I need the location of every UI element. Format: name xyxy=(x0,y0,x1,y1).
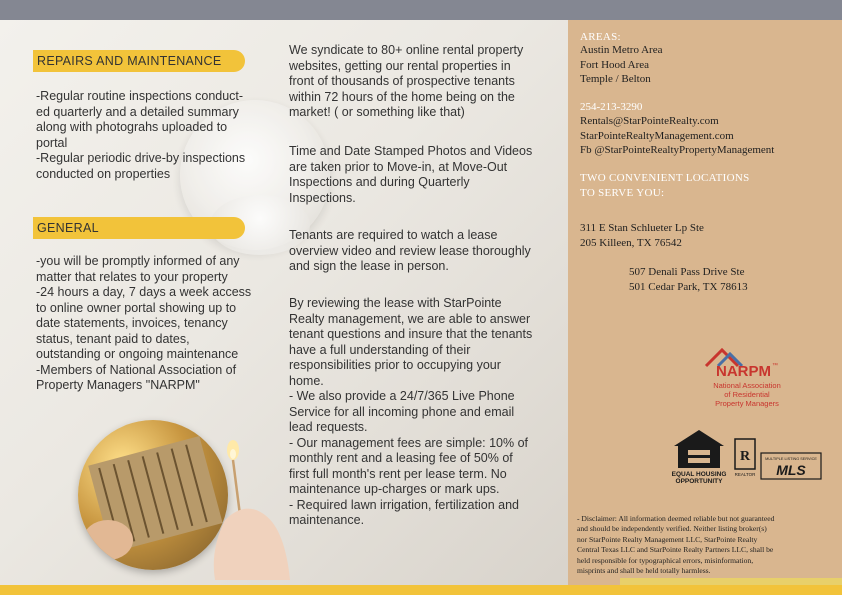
address-cedar-park xyxy=(629,265,748,294)
text-line: date statements, invoices, tenancy xyxy=(36,316,228,330)
text-line: along with photograhs uploaded to xyxy=(36,120,228,134)
equal-housing-logo xyxy=(668,428,730,486)
hand-with-match-image xyxy=(205,440,295,580)
repairs-heading: REPAIRS AND MAINTENANCE xyxy=(37,54,222,68)
text-line: Tenants are required to watch a lease xyxy=(289,228,498,242)
narpm-name: NARPM xyxy=(716,363,771,380)
general-heading: GENERAL xyxy=(37,221,99,235)
address-killeen xyxy=(580,221,704,250)
text-line: 501 Cedar Park, TX 78613 xyxy=(629,280,748,293)
top-bar xyxy=(0,0,842,20)
realtor-text: REALTOR xyxy=(734,472,756,477)
text-line: and sign the lease in person. xyxy=(289,259,449,273)
text-line: to online owner portal showing up to xyxy=(36,300,237,315)
narpm-sub-line: National Association xyxy=(713,381,781,390)
text-line: market! ( or something like that) xyxy=(289,105,465,119)
narpm-logo xyxy=(700,336,820,416)
eho-text-line: OPPORTUNITY xyxy=(675,478,723,485)
phone-number[interactable]: 254-213-3290 xyxy=(580,101,643,113)
general-heading-tag xyxy=(33,217,245,239)
text-line: maintenance up-charges or mark ups. xyxy=(289,482,500,496)
eho-text-line: EQUAL HOUSING xyxy=(671,471,727,478)
text-line: - Disclaimer: All information deemed reliable but not guaranteed xyxy=(577,514,775,523)
text-line: TWO CONVENIENT LOCATIONS xyxy=(580,172,750,184)
area-item: Austin Metro Area xyxy=(580,44,663,56)
lease-video-paragraph xyxy=(289,228,559,275)
text-line: Service for all incoming phone and email xyxy=(289,404,515,419)
text-line: By reviewing the lease with StarPointe xyxy=(289,296,502,310)
text-line: -Regular periodic drive-by inspections xyxy=(36,151,246,165)
text-line: Property Managers "NARPM" xyxy=(36,378,200,392)
text-line: status, tenant paid to dates, xyxy=(36,331,190,346)
text-line: Time and Date Stamped Photos and Videos xyxy=(289,144,533,158)
photos-paragraph xyxy=(289,144,559,206)
text-line: Inspections and during Quarterly xyxy=(289,175,470,189)
text-line: and should be independently verified. Neither listing broker(s) xyxy=(577,524,767,534)
text-line: overview video and review lease thoroughly xyxy=(289,243,531,258)
text-line: held responsible for typographical errors, misinformation, xyxy=(577,555,754,565)
contact-list xyxy=(580,114,774,158)
repairs-text xyxy=(36,89,276,182)
text-line: front of thousands of prospective tenants xyxy=(289,74,515,88)
text-line: misprints and shall be held totally harmless. xyxy=(577,566,711,576)
text-line: - Our management fees are simple: 10% of xyxy=(289,435,529,450)
text-line: monthly rent and a leasing fee of 50% of xyxy=(289,451,513,465)
text-line: 205 Killeen, TX 76542 xyxy=(580,236,682,249)
text-line: -24 hours a day, 7 days a week access xyxy=(36,285,252,299)
locations-heading xyxy=(580,171,750,200)
text-line: TO SERVE YOU: xyxy=(580,186,665,199)
text-line: - We also provide a 24/7/365 Live Phone xyxy=(289,389,515,403)
text-line: 311 E Stan Schlueter Lp Ste xyxy=(580,222,704,234)
text-line: within 72 hours of the home being on the xyxy=(289,89,515,104)
general-text xyxy=(36,254,276,394)
email-link[interactable]: Rentals@StarPointeRealty.com xyxy=(580,115,719,127)
area-item: Temple / Belton xyxy=(580,73,651,85)
text-line: are taken prior to Move-in, at Move-Out xyxy=(289,159,508,174)
text-line: lead requests. xyxy=(289,420,368,434)
lease-review-paragraph xyxy=(289,296,559,529)
svg-text:R: R xyxy=(739,449,751,464)
text-line: We syndicate to 80+ online rental property xyxy=(289,43,524,57)
area-item: Fort Hood Area xyxy=(580,58,650,71)
text-line: home. xyxy=(289,373,324,388)
narpm-tm: ™ xyxy=(772,363,778,369)
text-line: -Members of National Association of xyxy=(36,362,237,377)
text-line: - Required lawn irrigation, fertilization and xyxy=(289,497,519,512)
mls-subtitle: MULTIPLE LISTING SERVICE xyxy=(765,457,817,461)
areas-list xyxy=(580,43,662,87)
syndication-paragraph xyxy=(289,43,559,121)
bottom-bar xyxy=(0,585,842,595)
text-line: ed quarterly and a detailed summary xyxy=(36,104,239,119)
text-line: Realty management, we are able to answer xyxy=(289,311,531,326)
text-line: -Regular routine inspections conduct- xyxy=(36,89,244,103)
text-line: nor StarPointe Realty Management LLC, StarPointe Realty xyxy=(577,534,758,544)
mls-logo xyxy=(760,452,822,480)
text-line: have a full understanding of their xyxy=(289,342,471,357)
areas-heading: AREAS: xyxy=(580,31,621,43)
repairs-heading-tag xyxy=(33,50,245,72)
text-line: websites, getting our rental properties in xyxy=(289,58,511,73)
text-line: 507 Denali Pass Drive Ste xyxy=(629,266,745,278)
text-line: maintenance. xyxy=(289,513,365,527)
text-line: first full month's rent per lease term. No xyxy=(289,466,507,481)
website-link[interactable]: StarPointeRealtyManagement.com xyxy=(580,129,734,142)
narpm-sub-line: of Residential xyxy=(724,390,770,399)
realtor-logo xyxy=(734,438,756,478)
facebook-link[interactable]: Fb @StarPointeRealtyPropertyManagement xyxy=(580,144,775,156)
text-line: Central Texas LLC and StarPointe Realty Partners LLC, shall be xyxy=(577,545,774,555)
text-line: conducted on properties xyxy=(36,166,171,181)
text-line: -you will be promptly informed of any xyxy=(36,254,240,268)
mls-text: MLS xyxy=(776,462,806,478)
text-line: matter that relates to your property xyxy=(36,269,228,284)
disclaimer xyxy=(577,514,837,576)
text-line: Inspections. xyxy=(289,190,356,205)
text-line: outstanding or ongoing maintenance xyxy=(36,347,239,361)
text-line: tenant questions and insure that the tenants xyxy=(289,327,533,341)
narpm-sub-line: Property Managers xyxy=(715,399,779,408)
text-line: responsibilities prior to occupying your xyxy=(289,358,501,372)
text-line: portal xyxy=(36,135,68,150)
